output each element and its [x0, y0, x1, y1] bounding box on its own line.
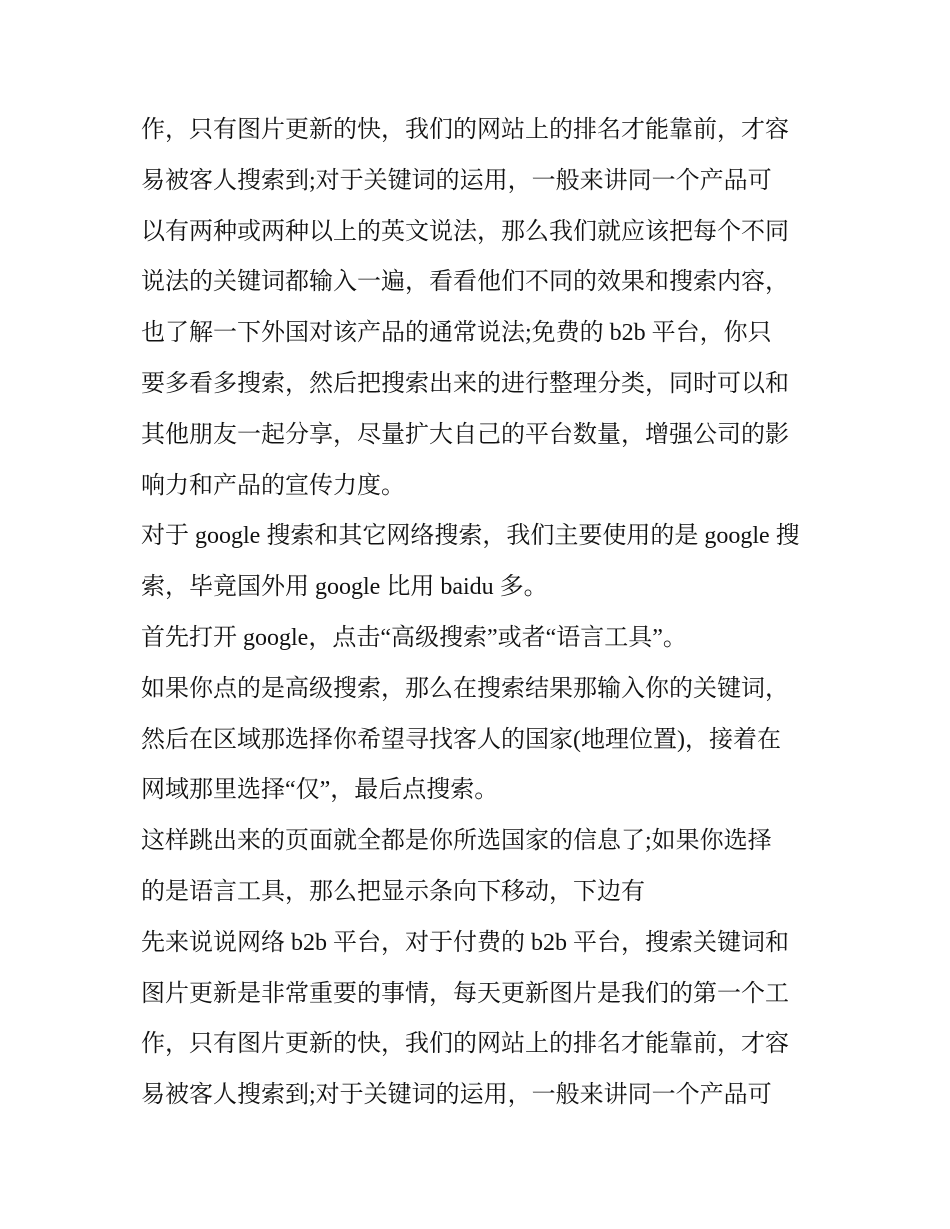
text-line: 图片更新是非常重要的事情，每天更新图片是我们的第一个工 [141, 980, 789, 1007]
text-line: 作，只有图片更新的快，我们的网站上的排名才能靠前，才容 [141, 1031, 789, 1058]
text-line: 这样跳出来的页面就全都是你所选国家的信息了;如果你选择 [141, 828, 772, 855]
text-line: 响力和产品的宣传力度。 [141, 472, 405, 499]
text-line: 的是语言工具，那么把显示条向下移动，下边有 [141, 878, 645, 905]
text-line: 网域那里选择“仅”，最后点搜索。 [141, 777, 499, 804]
text-line: 其他朋友一起分享，尽量扩大自己的平台数量，增强公司的影 [141, 421, 789, 448]
document-body [141, 105, 821, 1121]
text-line: 也了解一下外国对该产品的通常说法;免费的 b2b 平台，你只 [141, 320, 772, 347]
text-line: 作，只有图片更新的快，我们的网站上的排名才能靠前，才容 [141, 117, 789, 143]
text-line: 先来说说网络 b2b 平台，对于付费的 b2b 平台，搜索关键词和 [141, 929, 789, 956]
text-line: 首先打开 google，点击“高级搜索”或者“语言工具”。 [141, 624, 687, 651]
text-line: 说法的关键词都输入一遍，看看他们不同的效果和搜索内容， [141, 269, 789, 296]
text-line: 如果你点的是高级搜索，那么在搜索结果那输入你的关键词， [141, 675, 789, 702]
text-line: 要多看多搜索，然后把搜索出来的进行整理分类，同时可以和 [141, 370, 789, 397]
text-line: 易被客人搜索到;对于关键词的运用，一般来讲同一个产品可 [141, 1082, 772, 1109]
text-line: 以有两种或两种以上的英文说法，那么我们就应该把每个不同 [141, 218, 789, 245]
text-line: 对于 google 搜索和其它网络搜索，我们主要使用的是 google 搜 [141, 523, 800, 550]
text-line: 易被客人搜索到;对于关键词的运用，一般来讲同一个产品可 [141, 167, 772, 194]
text-line: 索，毕竟国外用 google 比用 baidu 多。 [141, 574, 548, 601]
text-line: 然后在区域那选择你希望寻找客人的国家(地理位置)，接着在 [141, 726, 781, 753]
